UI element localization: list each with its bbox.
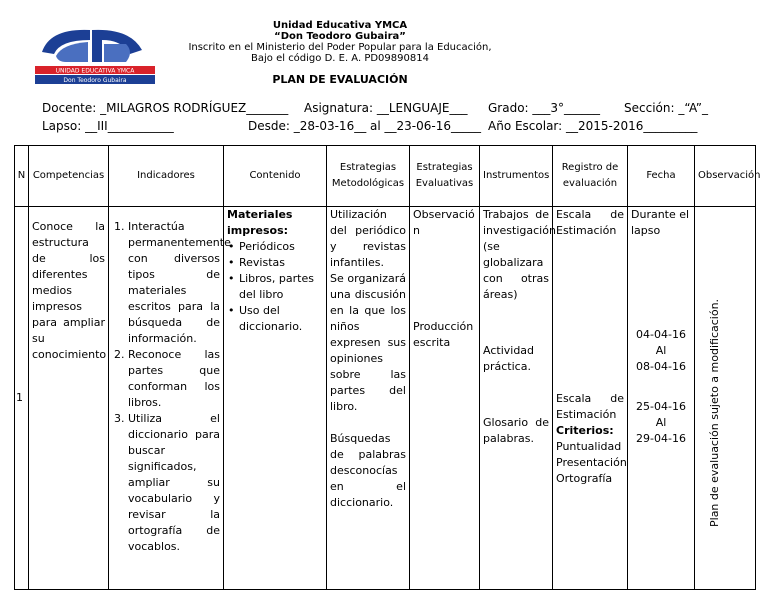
metodologicas-cell xyxy=(327,207,410,590)
grado: Grado: ___3°______ xyxy=(488,101,601,115)
contenido-title: Materiales impresos: xyxy=(227,208,293,237)
fecha-3b: Al xyxy=(655,416,667,429)
col-indicadores: Indicadores xyxy=(109,146,224,207)
contenido-item: • Uso del diccionario. xyxy=(239,303,323,335)
contenido-item: • Libros, partes del libro xyxy=(239,271,323,303)
fecha-2c: 08-04-16 xyxy=(636,360,686,373)
competencia-cell: Conoce la estructura de los diferentes medios impresos para ampliar su conocimiento xyxy=(29,207,109,590)
col-instrumentos: Instrumentos xyxy=(480,146,553,207)
instrumento-3: Glosario de palabras. xyxy=(483,416,549,445)
col-metodologicas: Estrategias Metodológicas xyxy=(327,146,410,207)
anio-escolar: Año Escolar: __2015-2016_________ xyxy=(488,119,698,133)
indicador-item: 1. Interactúa permanentemente con diversos tipos de materiales escritos para la búsqueda de información. xyxy=(128,219,220,347)
asignatura: Asignatura: __LENGUAJE___ xyxy=(304,101,468,115)
document-header xyxy=(150,20,530,64)
evaluativa-2: Producción escrita xyxy=(413,320,474,349)
fecha-3a: 25-04-16 xyxy=(636,400,686,413)
code-line: Bajo el código D. E. A. PD09890814 xyxy=(251,53,429,64)
col-n: N xyxy=(15,146,29,207)
fecha-2b: Al xyxy=(655,344,667,357)
indicador-item: 3. Utiliza el diccionario para buscar significados, ampliar su vocabulario y revisar la ortografía de vocablos. xyxy=(128,411,220,555)
row-number: 1 xyxy=(15,207,29,590)
table-row xyxy=(15,207,756,590)
instrumento-2: Actividad práctica. xyxy=(483,344,535,373)
registro-1: Escala de Estimación xyxy=(556,208,624,237)
fecha-3c: 29-04-16 xyxy=(636,432,686,445)
metodologica-1: Utilización del periódico y revistas infantiles. xyxy=(330,208,406,269)
registro-criterio: Ortografía xyxy=(556,472,613,485)
evaluativa-1: Observación xyxy=(413,208,475,237)
instrumentos-cell xyxy=(480,207,556,590)
col-registro: Registro de evaluación xyxy=(553,146,628,207)
registro-criterio: Puntualidad xyxy=(556,440,622,453)
seccion: Sección: _“A”_ xyxy=(624,101,708,115)
docente: Docente: _MILAGROS RODRÍGUEZ_______ xyxy=(42,101,289,115)
observacion-text: Plan de evaluación sujeto a modificación. xyxy=(708,298,721,527)
indicadores-cell xyxy=(109,207,231,590)
evaluativas-cell xyxy=(410,207,480,590)
fecha-1: Durante el lapso xyxy=(631,208,690,237)
col-competencias: Competencias xyxy=(29,146,109,207)
logo-text-1: UNIDAD EDUCATIVA YMCA xyxy=(55,67,135,75)
evaluation-table xyxy=(14,145,761,590)
school-subtitle: “Don Teodoro Gubaira” xyxy=(274,31,406,42)
metodologica-3: Búsquedas de palabras desconocías en el diccionario. xyxy=(330,432,406,509)
observacion-cell xyxy=(695,207,756,590)
col-observacion: Observación xyxy=(695,146,756,207)
header-row xyxy=(15,146,756,207)
contenido-item: • Periódicos xyxy=(239,239,323,255)
registro-criterios: Criterios: xyxy=(556,424,614,437)
registro-2: Escala de Estimación xyxy=(556,392,624,421)
contenido-cell xyxy=(224,207,327,590)
desde: Desde: _28-03-16__ al __23-06-16_____ xyxy=(248,119,481,133)
registry-line: Inscrito en el Ministerio del Poder Popular para la Educación, xyxy=(188,42,492,53)
fecha-2a: 04-04-16 xyxy=(636,328,686,341)
col-evaluativas: Estrategias Evaluativas xyxy=(410,146,480,207)
metodologica-2: Se organizará una discusión en la que los niños expresen sus opiniones sobre las partes del libro. xyxy=(330,272,406,413)
registro-criterio: Presentación xyxy=(556,456,627,469)
col-fecha: Fecha xyxy=(628,146,695,207)
contenido-item: • Revistas xyxy=(239,255,323,271)
indicador-item: 2. Reconoce las partes que conforman los libros. xyxy=(128,347,220,411)
school-name: Unidad Educativa YMCA xyxy=(272,20,408,31)
logo-text-2: Don Teodoro Gubaira xyxy=(63,77,127,84)
col-contenido: Contenido xyxy=(224,146,327,207)
fecha-cell xyxy=(628,207,695,590)
instrumento-1: Trabajos de investigación (se globalizara con otras áreas) xyxy=(483,208,556,301)
plan-title: PLAN DE EVALUACIÓN xyxy=(272,73,408,86)
registro-cell xyxy=(553,207,628,590)
lapso: Lapso: __III___________ xyxy=(42,119,174,133)
